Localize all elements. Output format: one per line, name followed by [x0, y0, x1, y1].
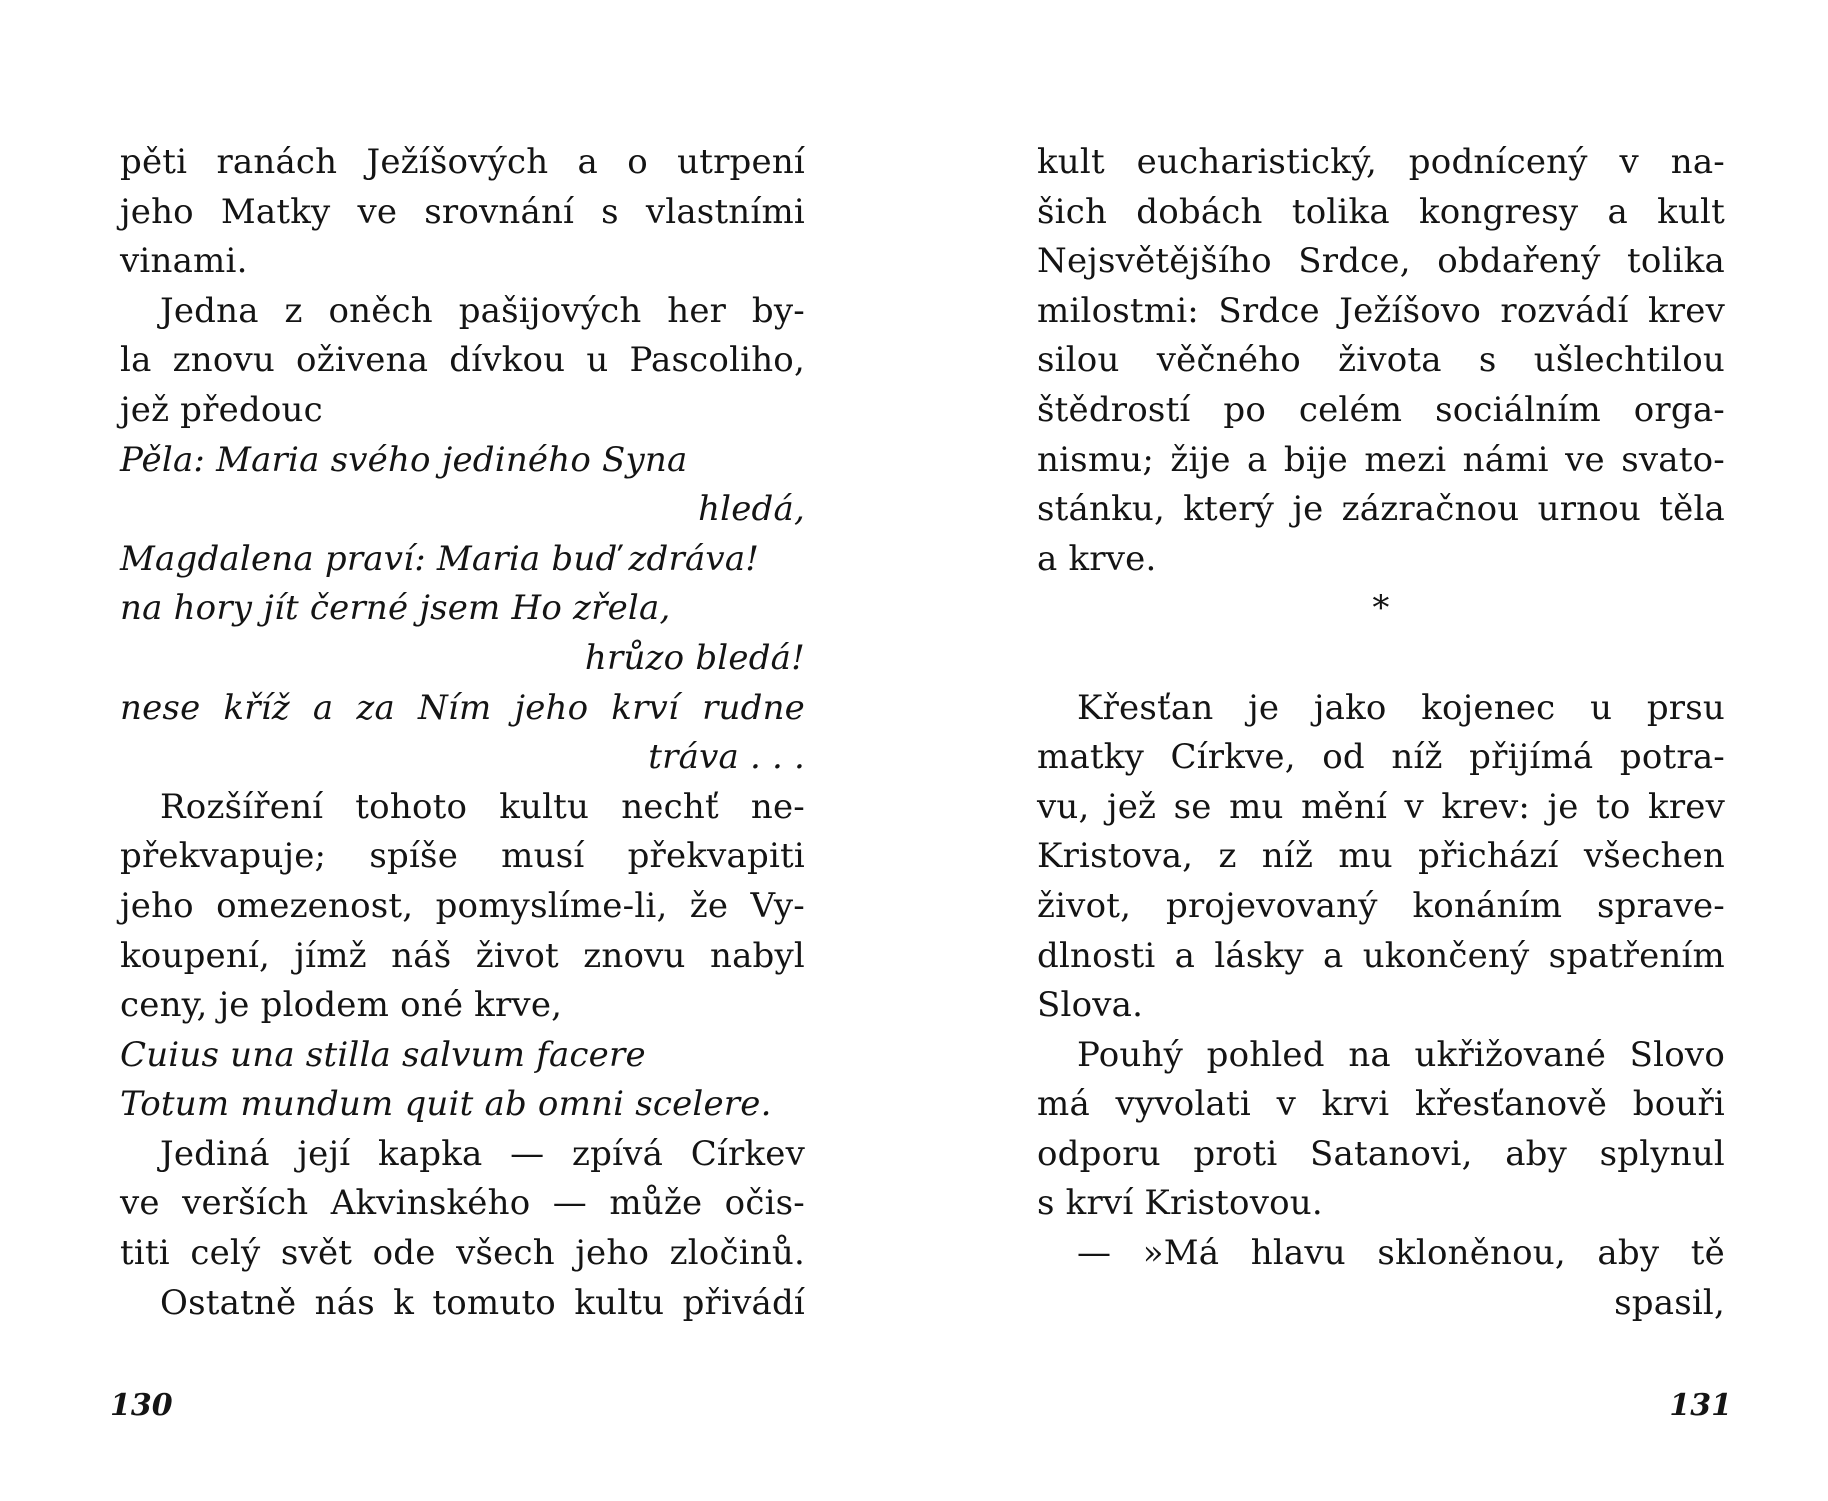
text-line: ceny, je plodem oné krve,: [120, 985, 563, 1026]
verse-line: hledá,: [698, 489, 805, 530]
text-line: život, projevovaný konáním sprave-: [1037, 885, 1725, 926]
verse-line: Pěla: Maria svého jediného Syna: [120, 439, 688, 480]
text-line: dlnosti a lásky a ukončený spatřením: [1037, 935, 1725, 976]
text-line: stánku, který je zázračnou urnou těla: [1037, 489, 1725, 530]
verse-line: na hory jít černé jsem Ho zřela,: [120, 588, 671, 629]
text-line: silou věčného života s ušlechtilou: [1037, 340, 1725, 381]
left-page-text: [120, 138, 805, 1328]
text-line: Nejsvětějšího Srdce, obdařený tolika: [1037, 241, 1725, 282]
text-line: Pouhý pohled na ukřižované Slovo: [1077, 1034, 1725, 1075]
text-line: jež předouc: [120, 389, 323, 430]
text-line: vinami.: [120, 241, 248, 282]
text-line: Jedna z oněch pašijových her by-: [160, 290, 805, 331]
verse-line: hrůzo bledá!: [584, 637, 805, 678]
text-line: ve verších Akvinského — může očis-: [120, 1183, 805, 1224]
text-line: Křesťan je jako kojenec u prsu: [1077, 687, 1725, 728]
right-page: [1037, 0, 1732, 1501]
verse-line: nese kříž a za Ním jeho krví rudne: [120, 687, 805, 728]
left-page: [110, 0, 805, 1501]
text-line: jeho omezenost, pomyslíme-li, že Vy-: [120, 885, 805, 926]
text-line: nismu; žije a bije mezi námi ve svato-: [1037, 439, 1725, 480]
verse-line: tráva . . .: [648, 737, 805, 778]
text-line: matky Církve, od níž přijímá potra-: [1037, 737, 1725, 778]
text-line: a krve.: [1037, 538, 1157, 579]
text-line: kult eucharistický, podnícený v na-: [1037, 142, 1725, 182]
text-line: pěti ranách Ježíšových a o utrpení: [120, 142, 805, 182]
text-line: Rozšíření tohoto kultu nechť ne-: [160, 786, 805, 827]
blank-line: [1037, 634, 1725, 684]
text-line: odporu proti Satanovi, aby splynul: [1037, 1133, 1725, 1174]
text-line: spasil,: [1614, 1282, 1725, 1323]
text-line: překvapuje; spíše musí překvapiti: [120, 836, 805, 877]
text-line: milostmi: Srdce Ježíšovo rozvádí krev: [1037, 290, 1725, 331]
text-line: titi celý svět ode všech jeho zločinů.: [120, 1233, 805, 1274]
text-line: vu, jež se mu mění v krev: je to krev: [1037, 786, 1725, 827]
page-number: 131: [1669, 1388, 1732, 1423]
text-line: Jediná její kapka — zpívá Církev: [160, 1133, 805, 1174]
text-line: Slova.: [1037, 985, 1144, 1026]
text-line: má vyvolati v krvi křesťanově bouři: [1037, 1084, 1725, 1125]
page-number: 130: [110, 1388, 173, 1423]
text-line: šich dobách tolika kongresy a kult: [1037, 191, 1725, 232]
verse-line: Cuius una stilla salvum facere: [120, 1034, 646, 1075]
text-line: s krví Kristovou.: [1037, 1183, 1323, 1224]
text-line: — »Má hlavu skloněnou, aby tě: [1077, 1233, 1725, 1274]
verse-line: Totum mundum quit ab omni scelere.: [120, 1084, 772, 1125]
text-line: koupení, jímž náš život znovu nabyl: [120, 935, 805, 976]
right-page-text: [1037, 138, 1725, 1328]
text-line: la znovu oživena dívkou u Pascoliho,: [120, 340, 805, 381]
text-line: Kristova, z níž mu přichází všechen: [1037, 836, 1725, 877]
text-line: jeho Matky ve srovnání s vlastními: [120, 191, 805, 232]
verse-line: Magdalena praví: Maria buď zdráva!: [120, 538, 760, 579]
section-separator: *: [1372, 588, 1390, 629]
text-line: Ostatně nás k tomuto kultu přivádí: [160, 1282, 805, 1323]
text-line: štědrostí po celém sociálním orga-: [1037, 389, 1725, 430]
